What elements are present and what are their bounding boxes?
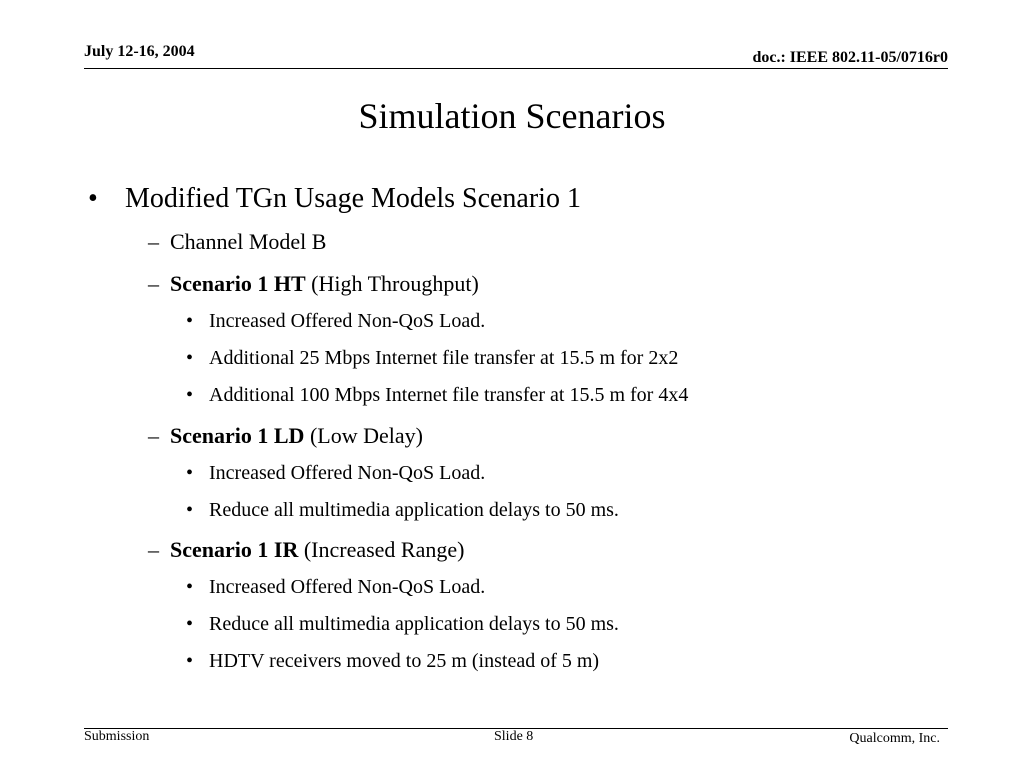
sub-channel-model: Channel Model B [170,229,327,254]
ir-item: Reduce all multimedia application delays to 50 ms. [209,613,619,635]
scenario-ld-label: Scenario 1 LD [170,423,305,448]
ir-item: Increased Offered Non-QoS Load. [209,576,486,598]
sub-scenario-ht [170,270,479,298]
ld-item: Reduce all multimedia application delays to 50 ms. [209,499,619,521]
dash-marker: – [148,229,159,254]
slide-title: Simulation Scenarios [358,96,666,136]
ld-item: Increased Offered Non-QoS Load. [209,462,486,484]
bullet-main: Modified TGn Usage Models Scenario 1 [125,183,581,214]
bullet-marker: • [186,384,194,406]
bullet-marker: • [186,347,194,369]
scenario-ht-desc: (High Throughput) [305,271,479,296]
ht-item: Additional 100 Mbps Internet file transfer at 15.5 m for 4x4 [209,384,689,406]
sub-scenario-ir [170,536,464,564]
ir-item: HDTV receivers moved to 25 m (instead of 5 m) [209,650,600,672]
footer-slide-number: Slide 8 [494,729,534,744]
dash-marker: – [148,271,159,296]
scenario-ir-desc: (Increased Range) [298,537,465,562]
footer-company: Qualcomm, Inc. [849,731,940,746]
bullet-marker: • [88,183,98,214]
bullet-marker: • [186,499,194,521]
dash-marker: – [148,537,159,562]
bullet-marker: • [186,650,194,672]
header-date: July 12-16, 2004 [84,43,195,60]
bullet-marker: • [186,462,194,484]
scenario-ht-label: Scenario 1 HT [170,271,306,296]
header-doc-id: doc.: IEEE 802.11-05/0716r0 [752,49,948,66]
scenario-ld-desc: (Low Delay) [304,423,423,448]
footer-submission: Submission [84,729,150,744]
sub-scenario-ld [170,422,423,450]
scenario-ir-label: Scenario 1 IR [170,537,299,562]
bullet-marker: • [186,613,194,635]
ht-item: Additional 25 Mbps Internet file transfer at 15.5 m for 2x2 [209,347,679,369]
bullet-marker: • [186,576,194,598]
dash-marker: – [148,423,159,448]
ht-item: Increased Offered Non-QoS Load. [209,310,486,332]
bullet-marker: • [186,310,194,332]
